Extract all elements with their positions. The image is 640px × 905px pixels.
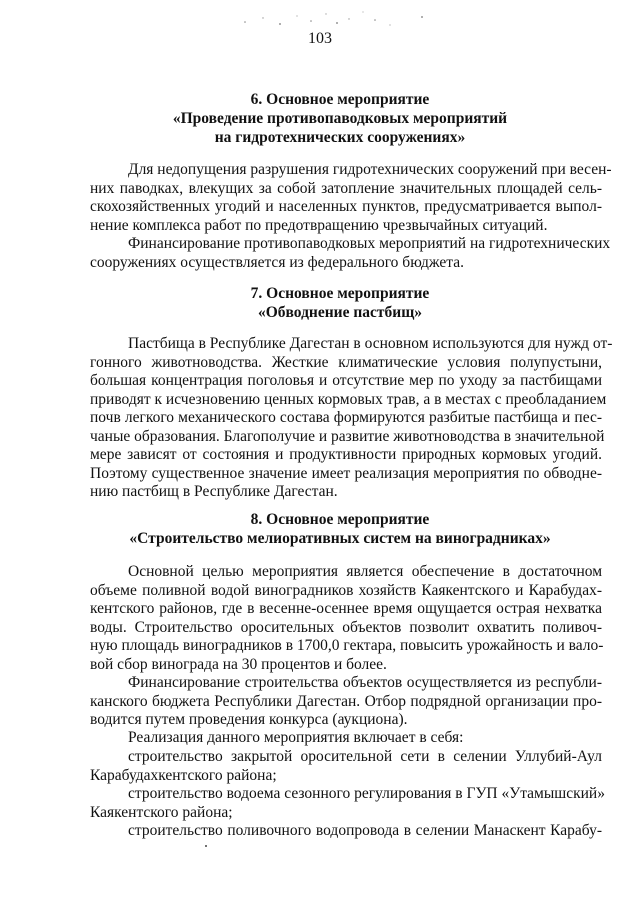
section-6-heading: [60, 90, 620, 147]
text-line: скохозяйственных угодий и населенных пунктов, предусматривается выпол-: [90, 198, 602, 215]
section-8-paragraph-2: [90, 674, 602, 730]
text-line: кентского районов, где в весенне-осеннее время ощущается острая нехватка: [90, 600, 602, 617]
page-number: 103: [308, 30, 332, 47]
section-8-list-item-1: [90, 748, 602, 785]
text-line: Для недопущения разрушения гидротехнических сооружений при весен-: [128, 161, 612, 178]
text-line: мере зависят от состояния и продуктивности природных кормовых угодий.: [90, 446, 602, 463]
text-line: почв легкого механического состава формируются разбитые пастбища и пес-: [90, 409, 602, 426]
heading-line: «Строительство мелиоративных систем на виноградниках»: [129, 530, 551, 547]
section-7-heading: [60, 284, 620, 322]
text-line: объеме поливной водой виноградников хозяйств Каякентского и Карабудах-: [90, 581, 602, 599]
text-line: них паводках, влекущих за собой затопление значительных площадей сель-: [90, 179, 602, 197]
section-6-paragraph-2: [90, 235, 611, 272]
section-8-list-item-3: [90, 822, 602, 841]
heading-line: «Обводнение пастбищ»: [257, 304, 423, 321]
text-line: гонного животноводства. Жесткие климатические условия полупустыни,: [90, 353, 602, 371]
text-line: Финансирование противопаводковых мероприятий на гидротехнических: [128, 235, 611, 252]
section-8-heading: [60, 510, 620, 548]
text-line: Основной целью мероприятия является обеспечение в достаточном: [128, 563, 602, 580]
heading-line: на гидротехнических сооружениях»: [214, 129, 466, 146]
text-line: водится путем проведения конкурса (аукциона).: [90, 711, 408, 728]
text-line: приводят к исчезновению ценных кормовых трав, а в местах с преобладанием: [90, 390, 607, 408]
section-8-list-item-2: [90, 785, 605, 822]
text-line: Реализация данного мероприятия включает в себя:: [128, 729, 464, 746]
text-line: Карабудахкентского района;: [90, 766, 277, 784]
text-line: Финансирование строительства объектов осуществляется из республи-: [128, 674, 602, 691]
section-8-paragraph-3: [90, 729, 602, 748]
text-line: Поэтому существенное значение имеет реализация мероприятия по обводне-: [90, 464, 602, 482]
text-line: вой сбор винограда на 30 процентов и более.: [90, 655, 387, 673]
text-line: чаные образования. Благополучие и развитие животноводства в значительной: [90, 427, 605, 445]
section-8-paragraph-1: [90, 563, 602, 674]
text-line: строительство закрытой оросительной сети в селении Уллубий-Аул: [128, 748, 602, 765]
scan-speck: [205, 845, 207, 847]
text-line: строительство водоема сезонного регулирования в ГУП «Утамышский»: [128, 785, 605, 802]
heading-line: «Проведение противопаводковых мероприятий: [172, 110, 508, 127]
section-6-paragraph-1: [90, 161, 612, 235]
text-line: сооружениях осуществляется из федерального бюджета.: [90, 253, 464, 271]
heading-line: 8. Основное мероприятие: [250, 511, 430, 528]
text-line: Каякентского района;: [90, 803, 233, 821]
text-line: воды. Строительство оросительных объектов позволит охватить поливоч-: [90, 618, 602, 636]
text-line: нию пастбищ в Республике Дагестан.: [90, 483, 338, 500]
text-line: строительство поливочного водопровода в селении Манаскент Карабу-: [128, 822, 602, 839]
scan-noise-specks: [225, 8, 445, 30]
text-line: нение комплекса работ по предотвращению чрезвычайных ситуаций.: [90, 216, 548, 234]
text-line: ную площадь виноградников в 1700,0 гектара, повысить урожайность и вало-: [90, 637, 604, 654]
text-line: Пастбища в Республике Дагестан в основном используются для нужд от-: [128, 335, 613, 352]
text-line: канского бюджета Республики Дагестан. Отбор подрядной организации про-: [90, 692, 602, 710]
heading-line: 6. Основное мероприятие: [250, 91, 430, 108]
section-7-paragraph-1: [90, 335, 613, 502]
text-line: большая концентрация поголовья и отсутствие мер по уходу за пастбищами: [90, 372, 602, 389]
heading-line: 7. Основное мероприятие: [250, 285, 430, 302]
